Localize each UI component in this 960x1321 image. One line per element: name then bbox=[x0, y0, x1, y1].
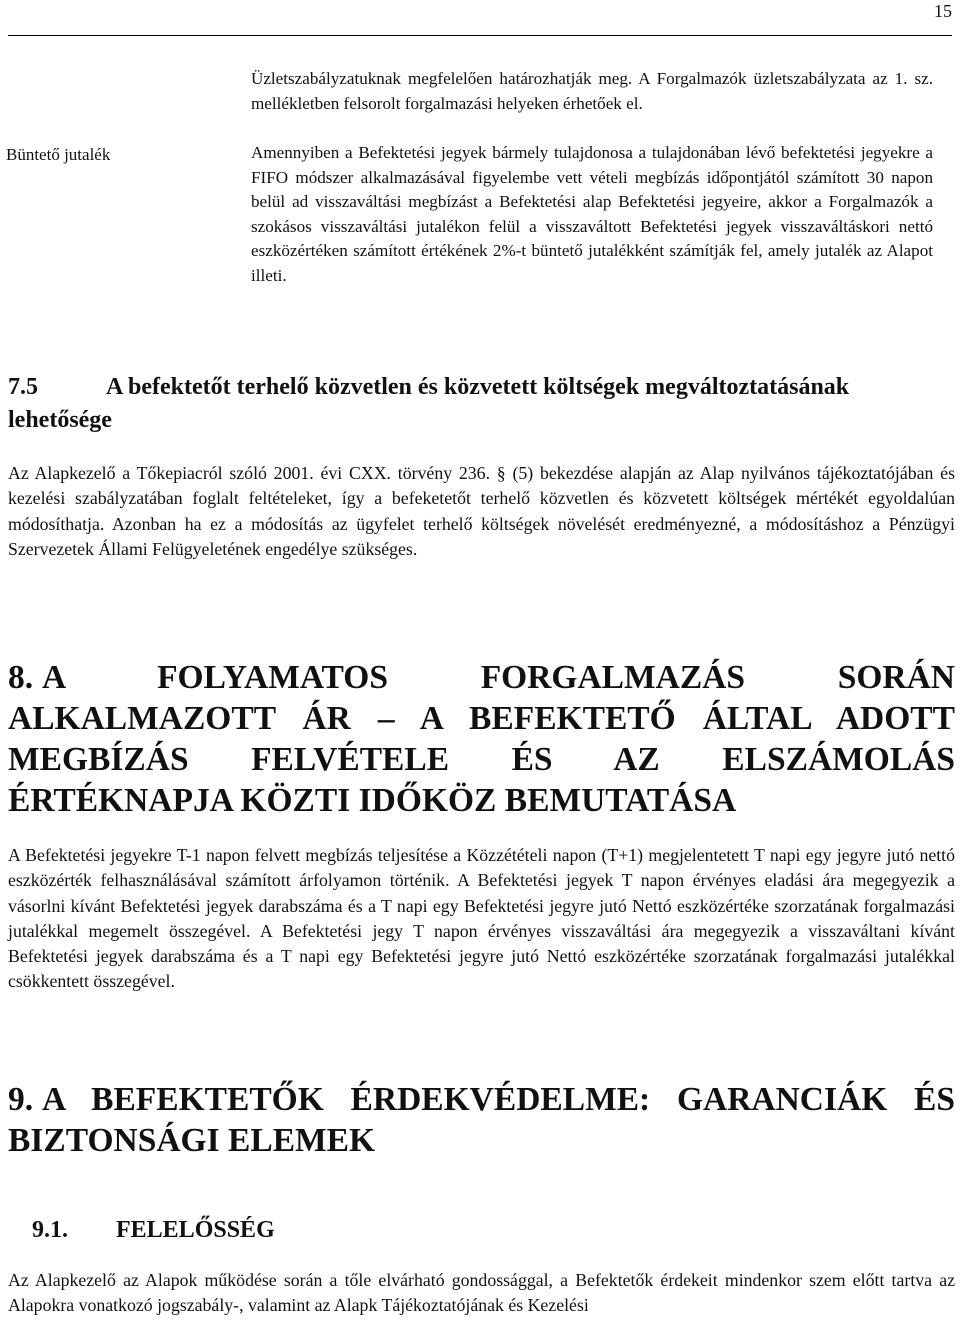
section-title: A befektetőt terhelő közvetlen és közvetett költségek megváltoztatásának lehetősége bbox=[8, 374, 850, 433]
paragraph-section-7-5: Az Alapkezelő a Tőkepiacról szóló 2001. évi CXX. törvény 236. § (5) bekezdése alapján az Alap nyilvános tájékoztatójában és kezelési szabályzatában foglalt feltételeket, így a befeketetőt terhelő közvetlen és közvetett költségek mértékét egyoldalúan módosíthatja. Azonban ha ez a módosítás az ügyfelet terhelő költségek növelését eredményezné, a módosításhoz a Pénzügyi Szervezetek Állami Felügyeletének engedélye szükséges. bbox=[8, 463, 955, 559]
page-number: 15 bbox=[934, 1, 952, 21]
paragraph-section-9-1: Az Alapkezelő az Alapok működése során a tőle elvárható gondossággal, a Befektetők érdekeit mindenkor szem előtt tartva az Alapokra vonatkozó jogszabály-, valamint az Alapk Tájékoztatójának és Kezelési bbox=[8, 1270, 955, 1316]
section-number: 9. bbox=[8, 1081, 34, 1118]
text-column-intro bbox=[251, 67, 933, 116]
side-label-penalty-fee: Büntető jutalék bbox=[6, 145, 111, 164]
heading-section-7-5 bbox=[8, 371, 948, 437]
paragraph-penalty-fee: Amennyiben a Befektetési jegyek bármely tulajdonosa a tulajdonában lévő befektetési jegyekre a FIFO módszer alkalmazásával figyelembe vett vételi megbízás időpontjától számított 30 napon belül ad visszaváltási megbízást a Befektetési alap Befektetési jegyeire, akkor a Forgalmazók a szokásos visszaváltási jutalékon felül a visszaváltott Befektetési jegyek visszaváltáskori nettó eszközértéken számított értékének 2%-t büntető jutalékként számítják fel, amely jutalék az Alapot illeti. bbox=[251, 143, 933, 285]
section-number: 9.1. bbox=[32, 1217, 68, 1243]
section-title: FELELŐSSÉG bbox=[116, 1217, 275, 1243]
section-title: A BEFEKTETŐK ÉRDEKVÉDELME: GARANCIÁK ÉS BIZTONSÁGI ELEMEK bbox=[8, 1081, 955, 1159]
heading-section-9 bbox=[8, 1079, 955, 1161]
section-title: A FOLYAMATOS FORGALMAZÁS SORÁN ALKALMAZOTT ÁR – A BEFEKTETŐ ÁLTAL ADOTT MEGBÍZÁS FELVÉTELE ÉS AZ ELSZÁMOLÁS ÉRTÉKNAPJA KÖZTI IDŐKÖZ BEMUTATÁSA bbox=[8, 659, 955, 819]
heading-section-9-1 bbox=[32, 1215, 275, 1245]
section-number: 8. bbox=[8, 659, 34, 696]
header-rule bbox=[8, 35, 952, 36]
section-number: 7.5 bbox=[8, 374, 38, 400]
text-column-penalty bbox=[251, 141, 933, 288]
heading-section-8 bbox=[8, 657, 955, 821]
paragraph-distribution-rules: Üzletszabályzatuknak megfelelően határozhatják meg. A Forgalmazók üzletszabályzata az 1. sz. mellékletben felsorolt forgalmazási helyeken érhetőek el. bbox=[251, 69, 933, 113]
paragraph-section-8: A Befektetési jegyekre T-1 napon felvett megbízás teljesítése a Közzétételi napon (T+1) megjelentetett T napi egy jegyre jutó nettó eszközérték felhasználásával számított árfolyamon történik. A Befektetési jegyek T napon érvényes eladási ára megegyezik a vásorlni kívánt Befektetési jegyek darabszáma és a T napi egy Befektetési jegyre jutó Nettó eszközértéke szorzatának forgalmazási jutalékkal megemelt összegével. A Befektetési jegy T napon érvényes visszaváltási ára megegyezik a visszaváltani kívánt Befektetési jegyek darabszáma és a T napi egy Befektetési jegyre jutó Nettó eszközértéke szorzatának forgalmazási jutalékkal csökkentett összegével. bbox=[8, 845, 955, 992]
